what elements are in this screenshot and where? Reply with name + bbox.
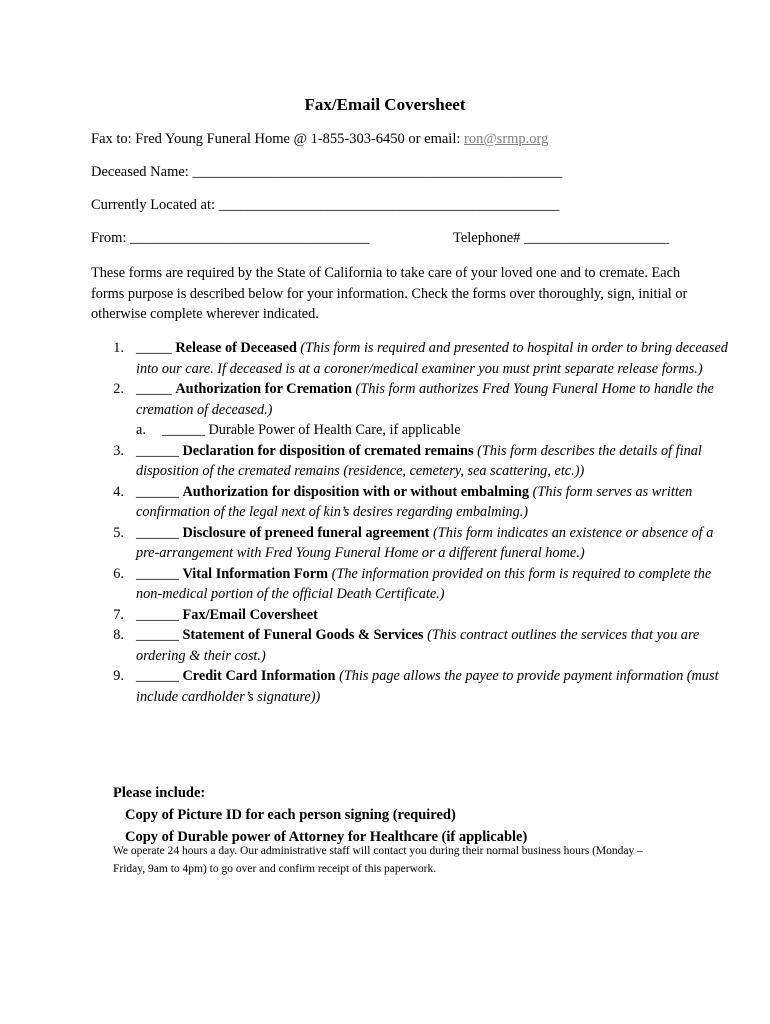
form-name: Credit Card Information bbox=[182, 668, 336, 684]
form-description: (This form indicates an existence or absence of a pre-arrangement with Fred Young Funeral Home or a different funeral home.) bbox=[136, 524, 714, 561]
initial-blank: ______ bbox=[136, 627, 183, 643]
form-description: (This contract outlines the services that you are ordering & their cost.) bbox=[136, 627, 700, 664]
form-name: Authorization for disposition with or without embalming bbox=[182, 483, 530, 500]
form-name: Disclosure of preneed funeral agreement bbox=[182, 524, 430, 541]
initial-blank: ______ bbox=[136, 442, 183, 459]
initial-blank: ______ bbox=[136, 668, 183, 684]
form-description: (This form describes the details of final disposition of the cremated remains (residence, cemetery, sea scattering, etc.)) bbox=[136, 442, 702, 479]
form-list-item bbox=[113, 564, 736, 605]
form-list-item bbox=[113, 605, 736, 626]
please-include-section bbox=[113, 782, 527, 848]
item-number: 2. bbox=[113, 381, 124, 397]
include-durable-power: Copy of Durable power of Attorney for Healthcare (if applicable) bbox=[125, 829, 528, 845]
initial-blank: ______ bbox=[136, 483, 183, 500]
form-name: Release of Deceased bbox=[175, 340, 297, 356]
item-number: 7. bbox=[113, 606, 124, 623]
form-list-item bbox=[113, 338, 736, 379]
include-picture-id: Copy of Picture ID for each person signing (required) bbox=[125, 807, 456, 823]
item-number: 3. bbox=[113, 442, 124, 459]
form-name: Declaration for disposition of cremated remains bbox=[182, 442, 474, 459]
form-description: (This form authorizes Fred Young Funeral Home to handle the cremation of deceased.) bbox=[136, 381, 714, 418]
initial-blank: ______ bbox=[136, 565, 183, 582]
form-list-item bbox=[113, 625, 736, 666]
form-list-item bbox=[136, 420, 736, 441]
form-description: (This page allows the payee to provide payment information (must include cardholder’s signature)) bbox=[136, 668, 719, 705]
forms-list bbox=[91, 338, 736, 707]
item-number: 1. bbox=[113, 340, 124, 356]
intro-paragraph: These forms are required by the State of California to take care of your loved one and to cremate. Each forms purpose is described below for your information. Check the forms over thoroughly, sign, initial or otherwise complete wherever indicated. bbox=[91, 265, 688, 322]
form-name: Fax/Email Coversheet bbox=[182, 606, 318, 623]
form-description: (This form serves as written confirmation of the legal next of kin’s desires regarding embalming.) bbox=[136, 483, 693, 520]
form-name: Authorization for Cremation bbox=[175, 381, 352, 397]
initial-blank: _____ bbox=[136, 381, 176, 397]
please-include-heading: Please include: bbox=[113, 785, 206, 801]
initial-blank: ______ bbox=[136, 524, 183, 541]
fax-to-text: Fax to: Fred Young Funeral Home @ 1-855-303-6450 or email: bbox=[91, 131, 464, 147]
item-number: 4. bbox=[113, 483, 124, 500]
form-description: Durable Power of Health Care, if applicable bbox=[208, 422, 461, 438]
operating-hours-note: We operate 24 hours a day. Our administrative staff will contact you during their normal business hours (Monday – Friday, 9am to 4pm) to go over and confirm receipt of this paperwork. bbox=[113, 845, 643, 875]
form-name: Vital Information Form bbox=[182, 565, 329, 582]
form-list-item bbox=[113, 379, 736, 420]
item-number: 8. bbox=[113, 627, 124, 643]
form-list-item bbox=[113, 482, 736, 523]
page-title: Fax/Email Coversheet bbox=[304, 95, 466, 114]
item-number: 6. bbox=[113, 565, 124, 582]
currently-located-field: Currently Located at: _______________________________________________ bbox=[91, 197, 560, 213]
form-description: (The information provided on this form is required to complete the non-medical portion of the official Death Certificate.) bbox=[136, 565, 712, 602]
telephone-field: Telephone# ____________________ bbox=[453, 230, 670, 246]
initial-blank: _____ bbox=[136, 340, 176, 356]
fax-to-line bbox=[91, 131, 548, 148]
initial-blank: ______ bbox=[136, 606, 183, 623]
form-list-item bbox=[113, 666, 736, 707]
initial-blank: ______ bbox=[162, 422, 209, 438]
item-number: a. bbox=[136, 422, 146, 438]
form-list-item bbox=[113, 523, 736, 564]
deceased-name-field: Deceased Name: ___________________________________________________ bbox=[91, 164, 563, 180]
from-field: From: _________________________________ bbox=[91, 230, 370, 246]
email-link[interactable]: ron@srmp.org bbox=[464, 131, 549, 147]
item-number: 9. bbox=[113, 668, 124, 684]
form-name: Statement of Funeral Goods & Services bbox=[182, 627, 424, 643]
form-list-item bbox=[113, 441, 736, 482]
item-number: 5. bbox=[113, 524, 124, 541]
form-description: (This form is required and presented to hospital in order to bring deceased into our care. If deceased is at a coroner/medical examiner you must print separate release forms.) bbox=[136, 340, 728, 377]
